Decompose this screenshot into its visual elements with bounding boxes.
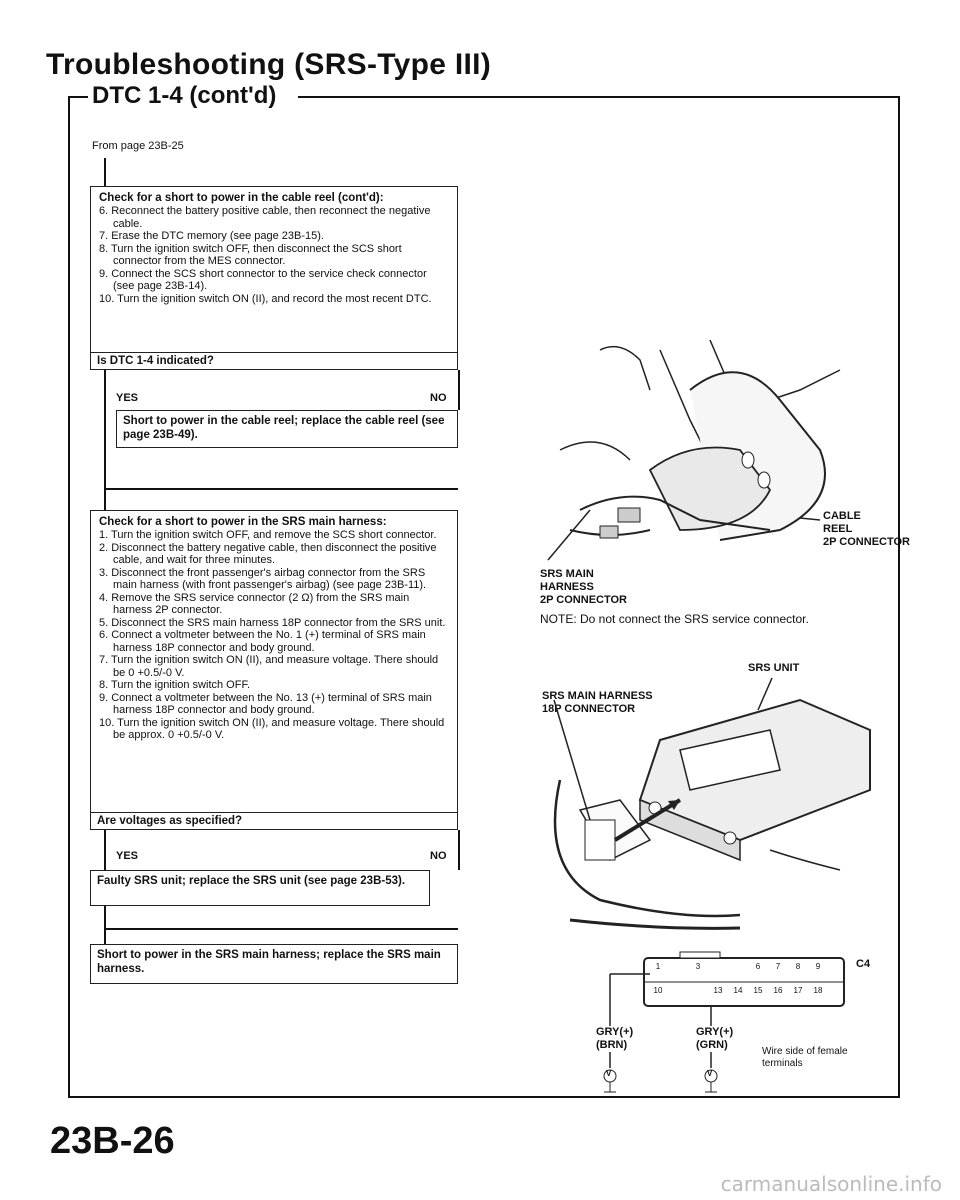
box2-step: 7. Turn the ignition switch ON (II), and measure voltage. There should be 0 +0.5/-0 V. <box>99 654 439 679</box>
wire-side-note-line: terminals <box>762 1058 803 1069</box>
box2-step: 2. Disconnect the battery negative cable, then disconnect the positive cable, and wait for three minutes. <box>99 541 437 566</box>
flow-line <box>104 928 458 930</box>
label-main-harness-2p-line: 2P CONNECTOR <box>540 594 628 606</box>
header-rule-left <box>68 96 88 98</box>
connector-id: C4 <box>856 958 871 970</box>
pin: 6 <box>755 962 761 971</box>
result-main-harness <box>90 944 458 984</box>
pin: 1 <box>655 962 661 971</box>
pin <box>688 986 708 995</box>
box2-step: 5. Disconnect the SRS main harness 18P connector from the SRS unit. <box>99 616 446 629</box>
pin: 9 <box>815 962 821 971</box>
yes-label-2: YES <box>116 850 139 862</box>
connector-row1 <box>648 962 828 971</box>
header-rule-right <box>298 96 900 98</box>
box2-step: 6. Connect a voltmeter between the No. 1 (+) terminal of SRS main harness 18P connector and body ground. <box>99 629 426 654</box>
result-main-harness-text: Short to power in the SRS main harness; replace the SRS main harness. <box>97 949 441 975</box>
box1-step: 6. Reconnect the battery positive cable, then reconnect the negative cable. <box>99 205 431 230</box>
pin: 18 <box>813 986 823 995</box>
box2-step: 8. Turn the ignition switch OFF. <box>99 679 251 691</box>
flow-line <box>458 830 460 870</box>
pin: 8 <box>795 962 801 971</box>
box1-question: Is DTC 1-4 indicated? <box>91 352 457 369</box>
result-srs-unit-text: Faulty SRS unit; replace the SRS unit (see page 23B-53). <box>97 875 406 887</box>
flow-line <box>104 488 458 490</box>
cable-reel-illustration <box>540 330 870 570</box>
wire-label-1-line: GRY(+) <box>596 1026 634 1038</box>
box2-step: 1. Turn the ignition switch OFF, and remove the SCS short connector. <box>99 529 437 541</box>
label-cable-reel-line: REEL <box>823 523 853 535</box>
page-number: 23B-26 <box>50 1120 175 1162</box>
wire-label-1-line: (BRN) <box>596 1039 628 1051</box>
result-cable-reel <box>116 410 458 448</box>
label-main-harness-2p <box>540 568 627 607</box>
pin: 13 <box>713 986 723 995</box>
label-srs-unit: SRS UNIT <box>748 662 800 674</box>
box1-heading: Check for a short to power in the cable reel (cont'd): <box>99 192 384 204</box>
box1-step: 7. Erase the DTC memory (see page 23B-15). <box>99 230 324 242</box>
watermark: carmanualsonline.info <box>720 1172 942 1196</box>
result-srs-unit <box>90 870 430 906</box>
label-main-harness-2p-line: SRS MAIN <box>540 568 594 580</box>
voltmeter-label-1: V <box>606 1069 612 1078</box>
pin: 15 <box>753 986 763 995</box>
pin: 14 <box>733 986 743 995</box>
result-cable-reel-text: Short to power in the cable reel; replace the cable reel (see page 23B-49). <box>123 415 445 441</box>
wire-side-note-line: Wire side of female <box>762 1046 848 1057</box>
pin <box>668 986 688 995</box>
page-subtitle: DTC 1-4 (cont'd) <box>92 82 277 109</box>
label-cable-reel-line: 2P CONNECTOR <box>823 536 911 548</box>
wire-side-note <box>762 1046 848 1070</box>
page-title: Troubleshooting (SRS-Type III) <box>46 48 492 81</box>
label-cable-reel <box>823 510 910 549</box>
yes-label-1: YES <box>116 392 139 404</box>
connector-row2 <box>648 986 828 995</box>
pin: 17 <box>793 986 803 995</box>
flow-line <box>104 158 106 186</box>
wire-label-1 <box>596 1026 633 1052</box>
pin <box>668 962 688 971</box>
box2-step: 3. Disconnect the front passenger's airbag connector from the SRS main harness (with front passenger's airbag) (see page 23B-11). <box>99 566 427 591</box>
pin <box>708 962 728 971</box>
check-box-main-harness <box>90 510 458 830</box>
no-label-2: NO <box>430 850 447 862</box>
box1-step: 8. Turn the ignition switch OFF, then disconnect the SCS short connector from the MES connector. <box>99 242 402 267</box>
pin: 7 <box>775 962 781 971</box>
no-label-1: NO <box>430 392 447 404</box>
box2-step: 4. Remove the SRS service connector (2 Ω) from the SRS main harness 2P connector. <box>99 591 410 616</box>
srs-unit-illustration <box>540 670 880 940</box>
pin: 3 <box>695 962 701 971</box>
check-box-cable-reel <box>90 186 458 370</box>
pin: 16 <box>773 986 783 995</box>
wire-label-2-line: (GRN) <box>696 1039 728 1051</box>
flow-line <box>458 370 460 410</box>
wire-label-2 <box>696 1026 733 1052</box>
frame-left <box>68 96 70 1098</box>
note-service-connector: NOTE: Do not connect the SRS service connector. <box>540 612 809 626</box>
label-cable-reel-line: CABLE <box>823 510 861 522</box>
frame-right <box>898 96 900 1098</box>
box2-question: Are voltages as specified? <box>91 812 457 829</box>
box2-step: 9. Connect a voltmeter between the No. 13 (+) terminal of SRS main harness 18P connector and body ground. <box>99 691 432 716</box>
label-main-harness-2p-line: HARNESS <box>540 581 594 593</box>
pin: 10 <box>653 986 663 995</box>
box1-step: 10. Turn the ignition switch ON (II), and record the most recent DTC. <box>99 292 432 305</box>
box2-step: 10. Turn the ignition switch ON (II), and measure voltage. There should be approx. 0 +0.5/-0 V. <box>99 716 445 741</box>
box1-step: 9. Connect the SCS short connector to the service check connector (see page 23B-14). <box>99 267 427 292</box>
voltmeter-label-2: V <box>707 1069 713 1078</box>
label-main-harness-18p-line: SRS MAIN HARNESS <box>542 690 653 702</box>
box2-heading: Check for a short to power in the SRS main harness: <box>99 516 387 528</box>
pin <box>728 962 748 971</box>
label-main-harness-18p-line: 18P CONNECTOR <box>542 703 636 715</box>
wire-label-2-line: GRY(+) <box>696 1026 734 1038</box>
from-page-note: From page 23B-25 <box>92 140 184 152</box>
